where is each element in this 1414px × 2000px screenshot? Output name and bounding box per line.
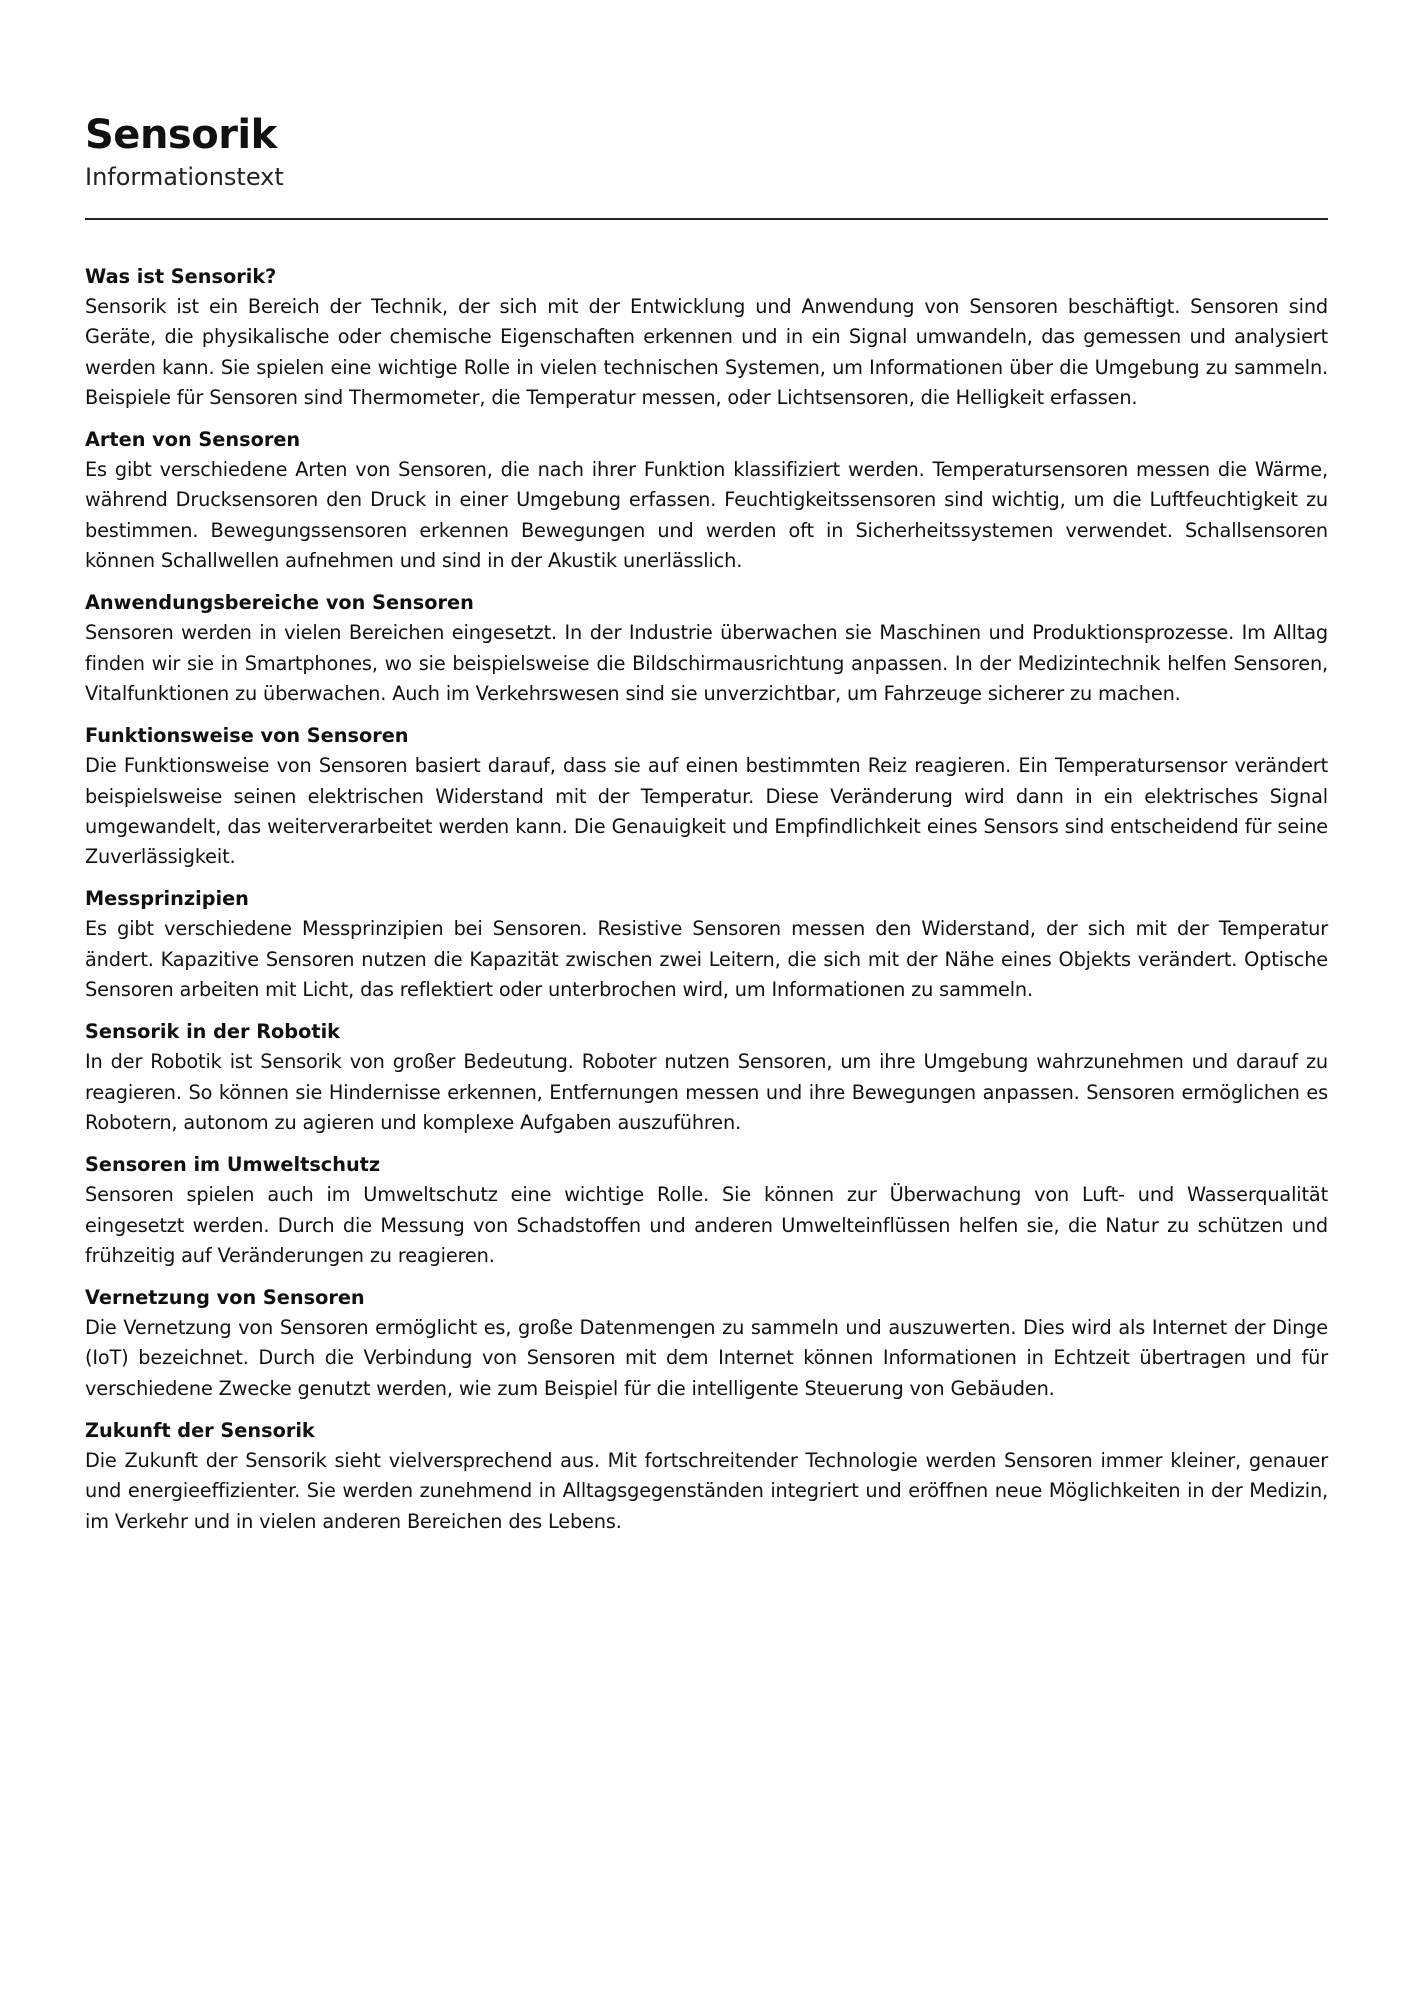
document-title: Sensorik: [85, 112, 277, 158]
section-paragraph: Es gibt verschiedene Arten von Sensoren, die nach ihrer Funktion klassifiziert werden. Temperatursensoren messen die Wärme, während Drucksensoren den Druck in einer Umgebung erfassen. Feuchtigkeitssensoren sind wichtig, um die Luftfeuchtigkeit zu bestimmen. Bewegungssensoren erkennen Bewegungen und werden oft in Sicherheitssystemen verwendet. Schallsensoren können Schallwellen aufnehmen und sind in der Akustik unerlässlich.: [85, 458, 1328, 573]
section-heading: Was ist Sensorik?: [85, 265, 277, 288]
section-vernetzung: [85, 1283, 1328, 1404]
section-heading: Messprinzipien: [85, 887, 249, 911]
section-was-ist-sensorik: [85, 262, 1328, 413]
section-paragraph: Die Funktionsweise von Sensoren basiert darauf, dass sie auf einen bestimmten Reiz reagieren. Ein Temperatursensor verändert beispielsweise seinen elektrischen Widerstand mit der Temperatur. Diese Veränderung wird dann in ein elektrisches Signal umgewandelt, das weiterverarbeitet werden kann. Die Genauigkeit und Empfindlichkeit eines Sensors sind entscheidend für seine Zuverlässigkeit.: [85, 754, 1328, 869]
document-subtitle: Informationstext: [85, 163, 284, 191]
section-heading: Anwendungsbereiche von Sensoren: [85, 591, 474, 615]
section-zukunft: [85, 1416, 1328, 1537]
section-funktionsweise: [85, 721, 1328, 872]
section-paragraph: Die Vernetzung von Sensoren ermöglicht es, große Datenmengen zu sammeln und auszuwerten. Dies wird als Internet der Dinge (IoT) bezeichnet. Durch die Verbindung von Sensoren mit dem Internet können Informationen in Echtzeit übertragen und für verschiedene Zwecke genutzt werden, wie zum Beispiel für die intelligente Steuerung von Gebäuden.: [85, 1316, 1328, 1400]
section-heading: Funktionsweise von Sensoren: [85, 724, 409, 748]
section-heading: Zukunft der Sensorik: [85, 1419, 315, 1443]
section-paragraph: Sensorik ist ein Bereich der Technik, der sich mit der Entwicklung und Anwendung von Sensoren beschäftigt. Sensoren sind Geräte, die physikalische oder chemische Eigenschaften erkennen und in ein Signal umwandeln, das gemessen und analysiert werden kann. Sie spielen eine wichtige Rolle in vielen technischen Systemen, um Informationen über die Umgebung zu sammeln. Beispiele für Sensoren sind Thermometer, die Temperatur messen, oder Lichtsensoren, die Helligkeit erfassen.: [85, 295, 1328, 409]
section-paragraph: Die Zukunft der Sensorik sieht vielversprechend aus. Mit fortschreitender Technologie werden Sensoren immer kleiner, genauer und energieeffizienter. Sie werden zunehmend in Alltagsgegenständen integriert und eröffnen neue Möglichkeiten in der Medizin, im Verkehr und in vielen anderen Bereichen des Lebens.: [85, 1449, 1328, 1533]
section-robotik: [85, 1017, 1328, 1138]
section-heading: Vernetzung von Sensoren: [85, 1286, 365, 1310]
section-anwendungsbereiche: [85, 588, 1328, 709]
section-messprinzipien: [85, 884, 1328, 1005]
section-heading: Arten von Sensoren: [85, 428, 301, 452]
section-paragraph: Es gibt verschiedene Messprinzipien bei Sensoren. Resistive Sensoren messen den Widerstand, der sich mit der Temperatur ändert. Kapazitive Sensoren nutzen die Kapazität zwischen zwei Leitern, die sich mit der Nähe eines Objekts verändert. Optische Sensoren arbeiten mit Licht, das reflektiert oder unterbrochen wird, um Informationen zu sammeln.: [85, 917, 1328, 1002]
title-divider: [85, 218, 1328, 220]
section-paragraph: Sensoren spielen auch im Umweltschutz eine wichtige Rolle. Sie können zur Überwachung von Luft- und Wasserqualität eingesetzt werden. Durch die Messung von Schadstoffen und anderen Umwelteinflüssen helfen sie, die Natur zu schützen und frühzeitig auf Veränderungen zu reagieren.: [85, 1183, 1328, 1267]
section-arten-von-sensoren: [85, 425, 1328, 576]
section-heading: Sensoren im Umweltschutz: [85, 1153, 381, 1177]
section-umweltschutz: [85, 1150, 1328, 1271]
section-paragraph: Sensoren werden in vielen Bereichen eingesetzt. In der Industrie überwachen sie Maschinen und Produktionsprozesse. Im Alltag finden wir sie in Smartphones, wo sie beispielsweise die Bildschirmausrichtung anpassen. In der Medizintechnik helfen Sensoren, Vitalfunktionen zu überwachen. Auch im Verkehrswesen sind sie unverzichtbar, um Fahrzeuge sicherer zu machen.: [85, 621, 1328, 705]
section-paragraph: In der Robotik ist Sensorik von großer Bedeutung. Roboter nutzen Sensoren, um ihre Umgebung wahrzunehmen und darauf zu reagieren. So können sie Hindernisse erkennen, Entfernungen messen und ihre Bewegungen anpassen. Sensoren ermöglichen es Robotern, autonom zu agieren und komplexe Aufgaben auszuführen.: [85, 1050, 1328, 1134]
section-heading: Sensorik in der Robotik: [85, 1020, 341, 1044]
document-page: [85, 110, 1328, 1549]
